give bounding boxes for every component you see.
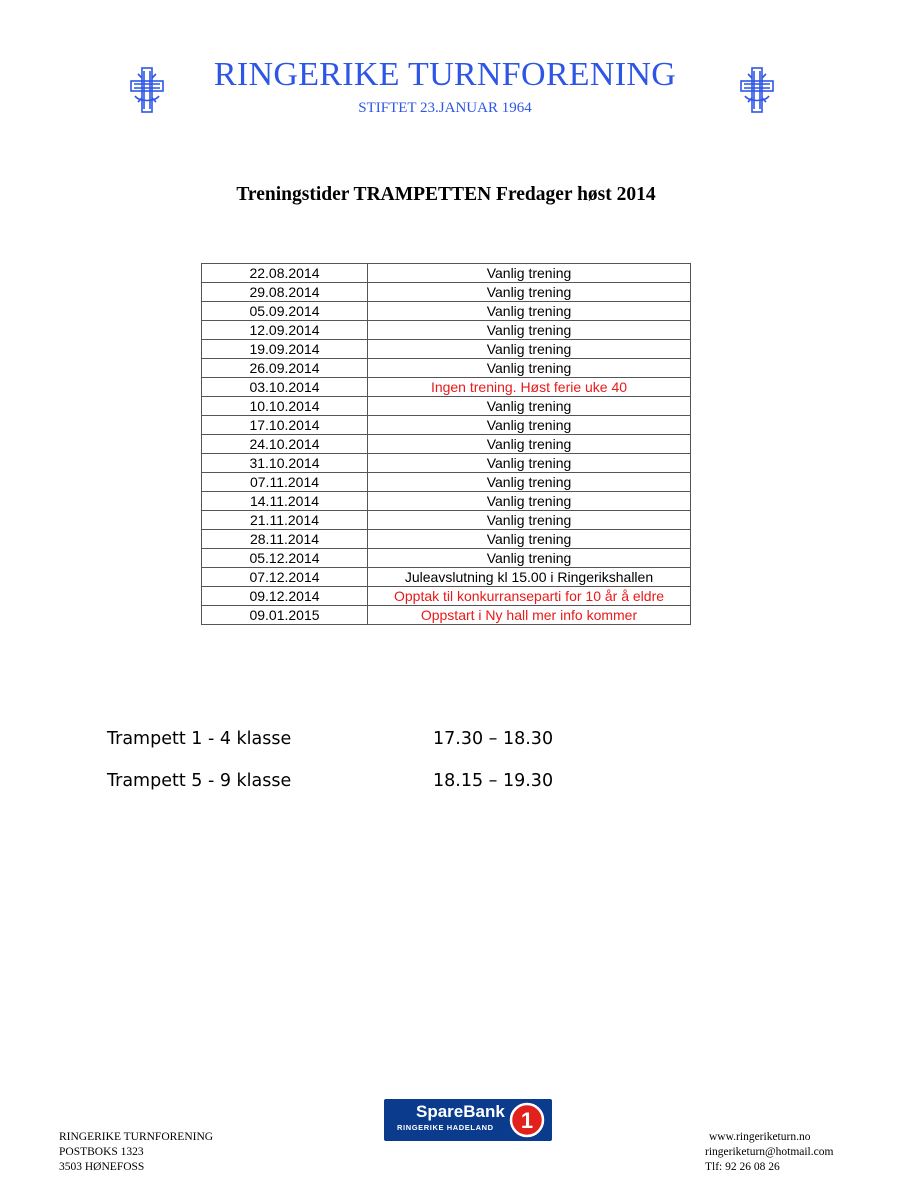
- organization-founded: STIFTET 23.JANUAR 1964: [358, 100, 532, 116]
- schedule-note: Vanlig trening: [368, 283, 691, 302]
- schedule-date: 05.09.2014: [202, 302, 368, 321]
- schedule-date: 07.11.2014: [202, 473, 368, 492]
- schedule-note: Vanlig trening: [368, 492, 691, 511]
- schedule-note: Vanlig trening: [368, 473, 691, 492]
- footer-email: ringeriketurn@hotmail.com: [705, 1146, 834, 1158]
- schedule-date: 14.11.2014: [202, 492, 368, 511]
- table-row: [202, 302, 691, 321]
- schedule-date: 09.12.2014: [202, 587, 368, 606]
- schedule-date: 31.10.2014: [202, 454, 368, 473]
- footer-contact: [705, 1130, 833, 1175]
- table-row: [202, 378, 691, 397]
- footer-line: POSTBOKS 1323: [59, 1146, 144, 1158]
- schedule-note: Opptak til konkurranseparti for 10 år å eldre: [368, 587, 691, 606]
- schedule-date: 19.09.2014: [202, 340, 368, 359]
- schedule-date: 05.12.2014: [202, 549, 368, 568]
- schedule-note: Oppstart i Ny hall mer info kommer: [368, 606, 691, 625]
- schedule-note: Vanlig trening: [368, 321, 691, 340]
- schedule-note: Vanlig trening: [368, 359, 691, 378]
- schedule-date: 29.08.2014: [202, 283, 368, 302]
- table-row: [202, 473, 691, 492]
- table-row: [202, 454, 691, 473]
- footer-line: RINGERIKE TURNFORENING: [59, 1131, 214, 1143]
- table-row: [202, 530, 691, 549]
- table-row: [202, 511, 691, 530]
- schedule-note: Vanlig trening: [368, 435, 691, 454]
- organization-name: RINGERIKE TURNFORENING: [213, 56, 677, 93]
- schedule-date: 21.11.2014: [202, 511, 368, 530]
- schedule-note: Juleavslutning kl 15.00 i Ringerikshallen: [368, 568, 691, 587]
- table-row: [202, 492, 691, 511]
- table-row: [202, 283, 691, 302]
- schedule-date: 09.01.2015: [202, 606, 368, 625]
- schedule-table: [201, 263, 691, 625]
- table-row: [202, 587, 691, 606]
- schedule-note: Vanlig trening: [368, 454, 691, 473]
- schedule-note: Vanlig trening: [368, 416, 691, 435]
- table-row: [202, 397, 691, 416]
- schedule-body: [202, 264, 691, 625]
- sparebank-one-icon: [509, 1102, 545, 1138]
- table-row: [202, 568, 691, 587]
- document-title: Treningstider TRAMPETTEN Fredager høst 2014: [236, 184, 656, 205]
- schedule-date: 10.10.2014: [202, 397, 368, 416]
- time-group: Trampett 5 - 9 klasse: [107, 771, 292, 791]
- schedule-note: Vanlig trening: [368, 397, 691, 416]
- time-range: 17.30 – 18.30: [433, 729, 554, 749]
- time-range: 18.15 – 19.30: [433, 771, 554, 791]
- time-group: Trampett 1 - 4 klasse: [107, 729, 292, 749]
- schedule-date: 17.10.2014: [202, 416, 368, 435]
- sparebank-logo: [384, 1099, 552, 1141]
- schedule-date: 26.09.2014: [202, 359, 368, 378]
- schedule-note: Vanlig trening: [368, 511, 691, 530]
- schedule-note: Ingen trening. Høst ferie uke 40: [368, 378, 691, 397]
- table-row: [202, 264, 691, 283]
- sponsor-badge: 1: [520, 1108, 534, 1133]
- sponsor-region: RINGERIKE HADELAND: [397, 1123, 494, 1132]
- schedule-date: 22.08.2014: [202, 264, 368, 283]
- footer-phone: Tlf: 92 26 08 26: [705, 1161, 780, 1173]
- schedule-note: Vanlig trening: [368, 302, 691, 321]
- schedule-date: 03.10.2014: [202, 378, 368, 397]
- schedule-note: Vanlig trening: [368, 264, 691, 283]
- table-row: [202, 435, 691, 454]
- table-row: [202, 321, 691, 340]
- table-row: [202, 549, 691, 568]
- schedule-date: 07.12.2014: [202, 568, 368, 587]
- schedule-note: Vanlig trening: [368, 340, 691, 359]
- table-row: [202, 606, 691, 625]
- schedule-date: 28.11.2014: [202, 530, 368, 549]
- table-row: [202, 416, 691, 435]
- sponsor-name: SpareBank: [416, 1102, 505, 1121]
- table-row: [202, 359, 691, 378]
- footer-address: [59, 1130, 213, 1175]
- schedule-date: 24.10.2014: [202, 435, 368, 454]
- schedule-date: 12.09.2014: [202, 321, 368, 340]
- footer-line: 3503 HØNEFOSS: [59, 1161, 145, 1173]
- schedule-note: Vanlig trening: [368, 549, 691, 568]
- table-row: [202, 340, 691, 359]
- schedule-note: Vanlig trening: [368, 530, 691, 549]
- footer-website: www.ringeriketurn.no: [709, 1131, 811, 1143]
